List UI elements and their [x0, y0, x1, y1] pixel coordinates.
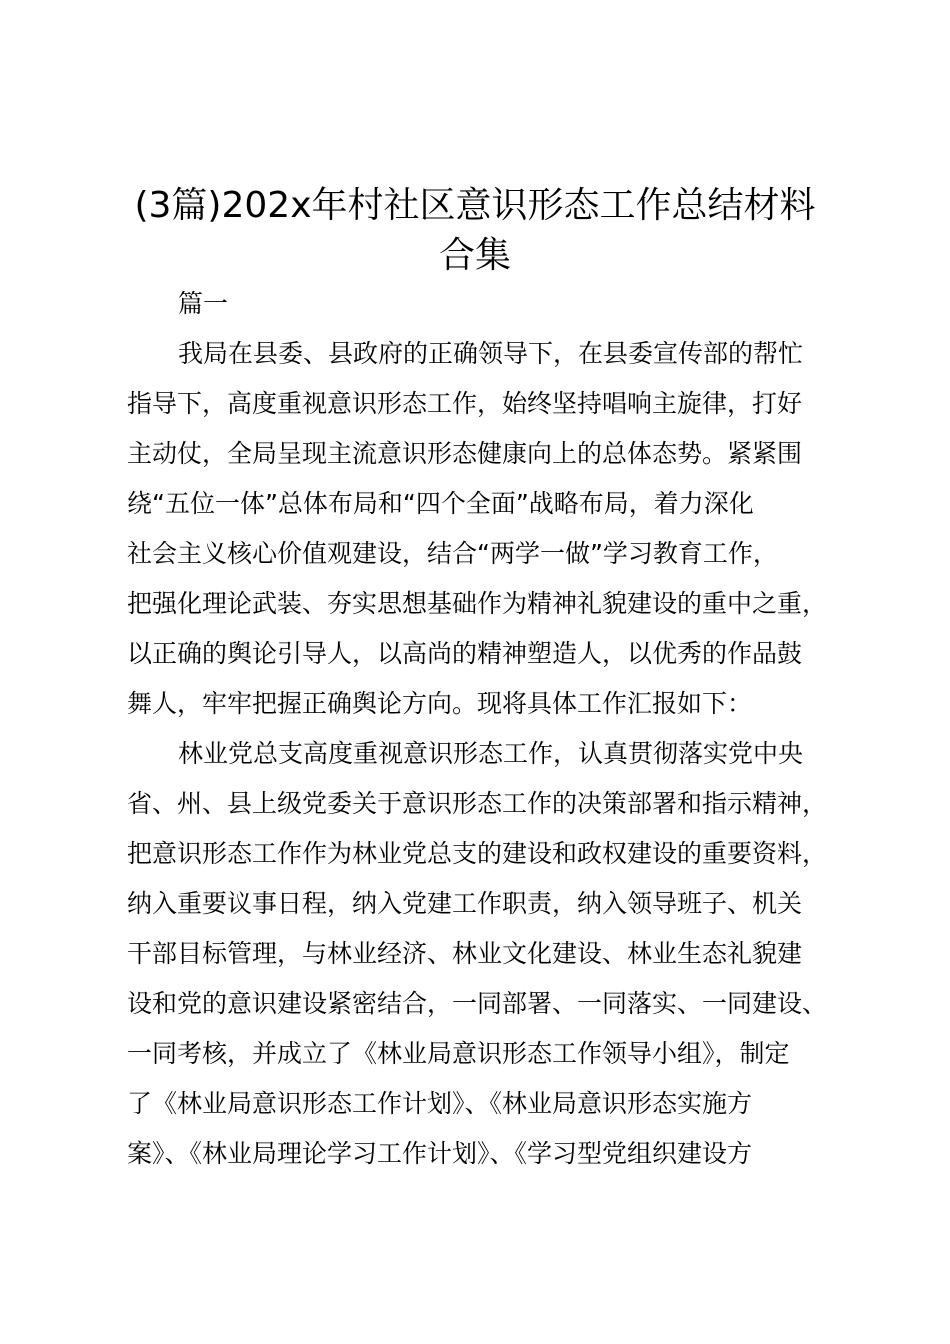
paragraph-2-line: 了《林业局意识形态工作计划》、《林业局意识形态实施方 — [127, 1089, 753, 1118]
document-title-line-1: (3篇)202x年村社区意识形态工作总结材料 — [134, 185, 816, 226]
paragraph-2-line: 设和党的意识建设紧密结合，一同部署、一同落实、一同建设、 — [127, 989, 828, 1018]
paragraph-1-line: 绕“五位一体”总体布局和“四个全面”战略布局，着力深化 — [127, 489, 754, 518]
section-label: 篇一 — [178, 289, 229, 318]
paragraph-1-line: 我局在县委、县政府的正确领导下，在县委宣传部的帮忙 — [178, 339, 804, 368]
paragraph-2-line: 一同考核，并成立了《林业局意识形态工作领导小组》，制定 — [127, 1039, 790, 1068]
paragraph-1-line: 以正确的舆论引导人，以高尚的精神塑造人，以优秀的作品鼓 — [127, 639, 803, 668]
paragraph-1-line: 指导下，高度重视意识形态工作，始终坚持唱响主旋律，打好 — [127, 389, 803, 418]
document-title-line-2: 合集 — [438, 235, 511, 276]
paragraph-2-line: 干部目标管理，与林业经济、林业文化建设、林业生态礼貌建 — [127, 939, 803, 968]
paragraph-1-line: 主动仗，全局呈现主流意识形态健康向上的总体态势。紧紧围 — [127, 439, 803, 468]
paragraph-2-line: 把意识形态工作作为林业党总支的建设和政权建设的重要资料， — [127, 839, 828, 868]
paragraph-1-line: 把强化理论武装、夯实思想基础作为精神礼貌建设的重中之重， — [127, 589, 828, 618]
paragraph-2-line: 林业党总支高度重视意识形态工作，认真贯彻落实党中央 — [178, 739, 804, 768]
paragraph-1-line: 舞人，牢牢把握正确舆论方向。现将具体工作汇报如下： — [127, 689, 753, 718]
paragraph-2-line: 纳入重要议事日程，纳入党建工作职责，纳入领导班子、机关 — [127, 889, 803, 918]
paragraph-2-line: 案》、《林业局理论学习工作计划》、《学习型党组织建设方 — [127, 1139, 753, 1168]
paragraph-1-line: 社会主义核心价值观建设，结合“两学一做”学习教育工作， — [127, 539, 778, 568]
paragraph-2-line: 省、州、县上级党委关于意识形态工作的决策部署和指示精神， — [127, 789, 828, 818]
